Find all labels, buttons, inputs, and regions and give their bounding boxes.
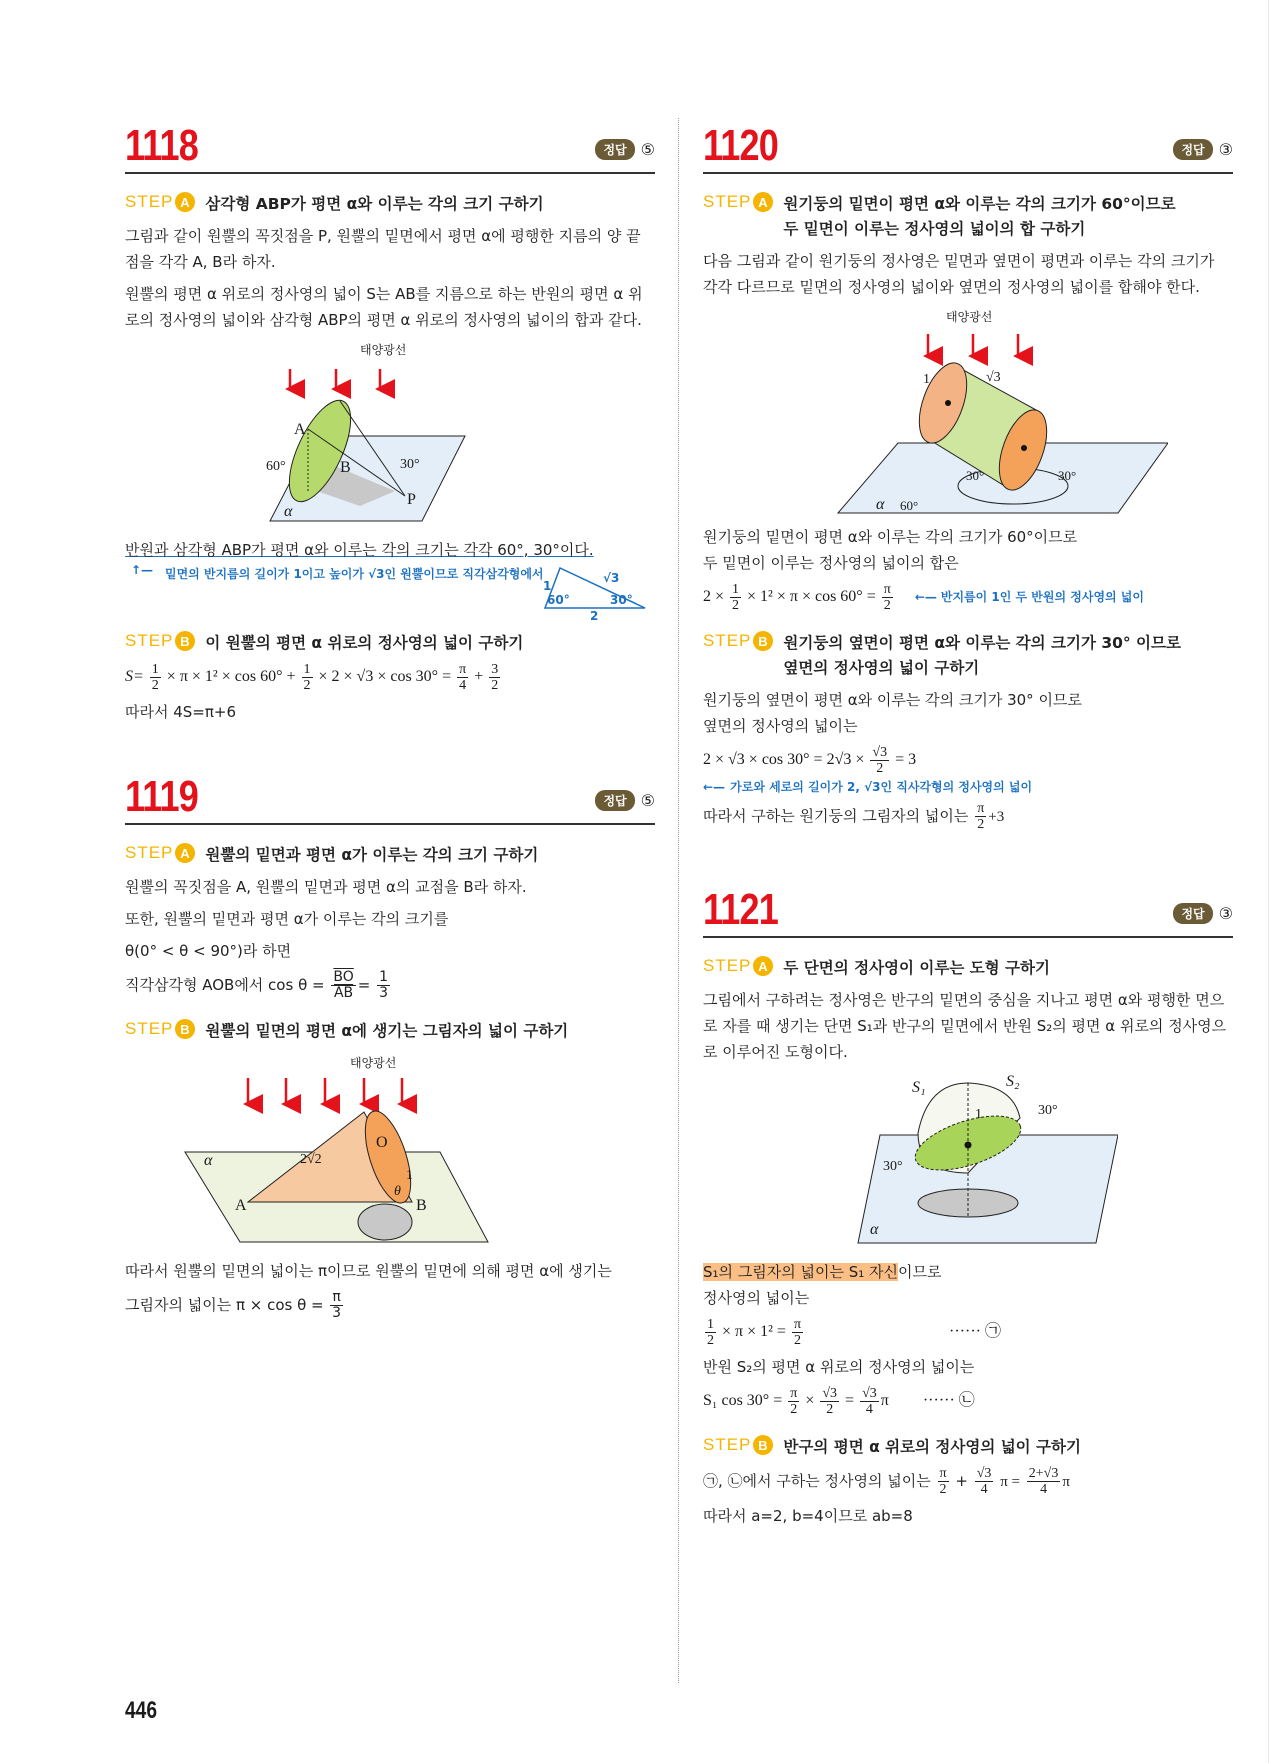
problem-number: 1118 xyxy=(125,121,199,170)
paragraph: 원뿔의 평면 α 위로의 정사영의 넓이 S는 AB를 지름으로 하는 반원의 평면 α 위로의 정사영의 넓이와 삼각형 ABP의 평면 α 위로의 정사영의 넓이의 합과 같다. xyxy=(125,285,643,329)
step-letter-icon: A xyxy=(175,192,195,212)
cone-diagram-icon xyxy=(210,341,570,531)
step-tag xyxy=(703,631,773,651)
problem-header xyxy=(703,882,1233,938)
fraction xyxy=(730,582,741,613)
denominator: 2 xyxy=(491,678,499,693)
tri-angle-30: 30° xyxy=(610,593,633,607)
label-p: P xyxy=(407,491,416,508)
text: 이므로 xyxy=(898,1263,942,1281)
tilted-cone-figure xyxy=(180,1052,600,1252)
step-tag xyxy=(125,843,195,863)
step-tag xyxy=(703,1435,773,1455)
fraction xyxy=(330,1290,342,1321)
equation xyxy=(703,1386,1233,1417)
eq-term: 2 × √3 × cos 30° = 2√3 × xyxy=(703,751,865,769)
label-radius: 1 xyxy=(975,1107,982,1122)
label-alpha: α xyxy=(870,1221,879,1238)
label-alpha: α xyxy=(204,1152,213,1169)
numerator: π xyxy=(883,582,891,597)
numerator: √3 xyxy=(822,1386,838,1401)
numerator: 1 xyxy=(379,969,389,985)
eq-op: × xyxy=(805,1392,815,1410)
tri-side-sqrt3: √3 xyxy=(603,571,620,585)
fraction xyxy=(457,662,468,693)
step-tag xyxy=(125,192,195,212)
paragraph: 옆면의 정사영의 넓이는 xyxy=(703,717,858,735)
label-angle-30a: 30° xyxy=(966,468,985,483)
fraction xyxy=(792,1317,803,1348)
fraction xyxy=(882,582,893,613)
fraction xyxy=(705,1317,716,1348)
hemisphere-diagram-icon xyxy=(818,1073,1118,1253)
step-letter-icon: A xyxy=(753,192,773,212)
label-height: √3 xyxy=(986,370,1001,385)
step-letter-icon: A xyxy=(175,843,195,863)
result: 따라서 a=2, b=4이므로 ab=8 xyxy=(703,1507,913,1525)
step-title: 두 단면의 정사영이 이루는 도형 구하기 xyxy=(783,959,1050,977)
eq-pi: π xyxy=(880,1392,889,1410)
fraction xyxy=(788,1386,799,1417)
fraction xyxy=(150,662,161,693)
numerator: $\overline{BO}$ xyxy=(333,969,354,985)
tri-angle-60: 60° xyxy=(547,593,570,607)
answer-value: ③ xyxy=(1218,140,1233,159)
problem-1120 xyxy=(703,118,1233,832)
eq-term: × π × 1² = xyxy=(722,1323,786,1341)
numerator: 2+√3 xyxy=(1028,1466,1059,1481)
step-title xyxy=(783,192,1175,242)
cone-figure xyxy=(210,341,570,531)
answer-value: ③ xyxy=(1218,904,1233,923)
note-text: 반지름이 1인 두 반원의 정사영의 넓이 xyxy=(940,590,1144,605)
step-b xyxy=(703,631,1233,681)
equation-mark: ······ ㉡ xyxy=(922,1392,975,1410)
label-angle-30a: 30° xyxy=(1038,1103,1058,1118)
step-label: STEP xyxy=(125,1019,174,1038)
equation xyxy=(703,745,1233,776)
paragraph: 그림에서 구하려는 정사영은 반구의 밑면의 중심을 지나고 평면 α와 평행한 면으로 자를 때 생기는 단면 S₁과 반구의 밑면에서 반원 S₂의 평면 α 위로의 정사영으로 이루어진 도형이다. xyxy=(703,991,1227,1061)
equation: 직각삼각형 AOB에서 cos θ = $\frac{\overline{BO}}{AB}$ = $\frac{1}{3}$ xyxy=(125,969,389,1001)
step-b xyxy=(703,1435,1233,1460)
label-length: 2√2 xyxy=(300,1152,322,1167)
numerator: 1 xyxy=(707,1317,714,1332)
answer-badge: 정답 xyxy=(595,139,634,160)
sunlight-label: 태양광선 xyxy=(350,1056,397,1070)
numerator: π xyxy=(332,1289,341,1305)
denominator: 2 xyxy=(707,1333,714,1348)
eq-term: × π × 1² × cos 60° + xyxy=(166,668,296,686)
fraction xyxy=(870,745,889,776)
note-arrow-icon: ↑— xyxy=(131,563,154,577)
denominator: 4 xyxy=(1040,1482,1048,1497)
step-b xyxy=(125,631,655,656)
step-label: STEP xyxy=(703,956,752,975)
equation-mark: ······ ㉠ xyxy=(949,1323,1002,1341)
step-letter-icon: B xyxy=(175,1019,195,1039)
step-letter-icon: A xyxy=(753,956,773,976)
label-radius: 1 xyxy=(923,372,930,387)
step-tag xyxy=(125,631,195,651)
numerator: √3 xyxy=(862,1386,877,1401)
note-block xyxy=(125,563,655,623)
eq-prefix: 직각삼각형 AOB에서 cos θ = xyxy=(125,976,325,994)
denominator: AB xyxy=(333,985,354,1001)
fraction xyxy=(938,1466,949,1497)
fraction xyxy=(331,970,355,1001)
label-b: B xyxy=(416,1197,427,1214)
eq-op: π = xyxy=(1000,1474,1020,1490)
paragraph: 따라서 원뿔의 밑면의 넓이는 π이므로 원뿔의 밑면에 의해 평면 α에 생기는 xyxy=(125,1262,612,1280)
step-title-line: 원기둥의 옆면이 평면 α와 이루는 각의 크기가 30° 이므로 xyxy=(783,634,1181,652)
note-arrow-icon: ←— xyxy=(703,780,726,794)
answer xyxy=(595,139,655,160)
equation xyxy=(703,582,1233,613)
label-a: A xyxy=(294,421,306,438)
step-b xyxy=(125,1019,655,1044)
answer-value: ⑤ xyxy=(640,791,655,810)
fraction xyxy=(820,1386,839,1417)
fraction xyxy=(975,1466,994,1497)
step-letter-icon: B xyxy=(175,631,195,651)
numerator: √3 xyxy=(872,745,888,760)
step-label: STEP xyxy=(703,192,752,211)
sunlight-label: 태양광선 xyxy=(946,310,993,324)
fraction xyxy=(1027,1466,1061,1497)
paragraph: 원뿔의 꼭짓점을 A, 원뿔의 밑면과 평면 α의 교점을 B라 하자. xyxy=(125,878,527,896)
eq-op: + xyxy=(955,1472,968,1490)
note-block xyxy=(703,776,1233,795)
label-radius: 1 xyxy=(406,1168,413,1183)
denominator: 2 xyxy=(977,817,985,832)
numerator: π xyxy=(977,801,985,816)
denominator: 2 xyxy=(826,1402,834,1417)
eq-term: 2 × xyxy=(703,588,725,606)
step-title: 원뿔의 밑면과 평면 α가 이루는 각의 크기 구하기 xyxy=(205,846,539,864)
step-tag xyxy=(703,956,773,976)
eq-prefix: ㉠, ㉡에서 구하는 정사영의 넓이는 xyxy=(703,1472,931,1490)
label-s1: S₁ xyxy=(912,1079,926,1096)
conclusion: 반원과 삼각형 ABP가 평면 α와 이루는 각의 크기는 각각 60°, 30°이다. xyxy=(125,541,594,559)
paragraph: 다음 그림과 같이 원기둥의 정사영은 밑면과 옆면이 평면과 이루는 각의 크기가 각각 다르므로 밑면의 정사영의 넓이와 옆면의 정사영의 넓이를 합해야 한다. xyxy=(703,252,1215,296)
tilted-cone-diagram-icon xyxy=(180,1052,600,1252)
eq-term: × 2 × √3 × cos 30° = xyxy=(318,668,452,686)
answer xyxy=(1173,139,1233,160)
step-a xyxy=(125,192,655,217)
left-column xyxy=(125,118,655,1321)
tri-side-1: 1 xyxy=(543,579,552,593)
page-gutter-line xyxy=(1268,0,1269,1763)
step-letter-icon: B xyxy=(753,631,773,651)
highlight-line xyxy=(703,1259,1233,1285)
numerator: 1 xyxy=(303,662,311,677)
label-s2: S₂ xyxy=(1006,1073,1020,1090)
highlighted-text: S₁의 그림자의 넓이는 S₁ 자신 xyxy=(703,1263,899,1281)
eq-prefix: 그림자의 넓이는 π × cos θ = xyxy=(125,1296,324,1314)
numerator: 1 xyxy=(732,582,740,597)
step-title-line: 두 밑면이 이루는 정사영의 넓이의 합 구하기 xyxy=(783,220,1086,238)
equation xyxy=(703,1466,1233,1497)
problem-header xyxy=(125,118,655,174)
page-number: 446 xyxy=(125,1697,158,1724)
equation xyxy=(125,1290,655,1321)
label-o: O xyxy=(376,1134,388,1151)
paragraph: 정사영의 넓이는 xyxy=(703,1289,810,1307)
problem-1119 xyxy=(125,769,655,1321)
step-title-line: 원기둥의 밑면이 평면 α와 이루는 각의 크기가 60°이므로 xyxy=(783,195,1176,213)
paragraph: 원기둥의 밑면이 평면 α와 이루는 각의 크기가 60°이므로 xyxy=(703,528,1078,546)
label-alpha: α xyxy=(876,496,885,513)
numerator: π xyxy=(793,1317,802,1332)
tri-base: 2 xyxy=(590,609,599,623)
label-b: B xyxy=(340,459,351,476)
step-a xyxy=(125,843,655,868)
sunlight-label: 태양광선 xyxy=(360,343,407,357)
denominator: 2 xyxy=(883,598,891,613)
denominator: 3 xyxy=(379,985,389,1001)
denominator: 2 xyxy=(876,761,884,776)
result xyxy=(703,801,1233,832)
answer xyxy=(1173,903,1233,924)
eq-op: = xyxy=(845,1392,855,1410)
fraction xyxy=(377,970,390,1001)
fraction xyxy=(302,662,313,693)
fraction xyxy=(975,801,986,832)
step-label: STEP xyxy=(125,843,174,862)
label-alpha: α xyxy=(284,503,293,520)
label-angle-30b: 30° xyxy=(1058,468,1077,483)
eq-lhs: S= xyxy=(125,668,144,686)
numerator: π xyxy=(939,1466,947,1481)
label-angle-30b: 30° xyxy=(883,1159,903,1174)
problem-1118 xyxy=(125,118,655,725)
hemisphere-figure xyxy=(818,1073,1118,1253)
label-angle-60: 60° xyxy=(900,498,919,513)
paragraph: 또한, 원뿔의 밑면과 평면 α가 이루는 각의 크기를 xyxy=(125,910,449,928)
denominator: 4 xyxy=(865,1402,873,1417)
step-title-line: 옆면의 정사영의 넓이 구하기 xyxy=(783,659,980,677)
answer-badge: 정답 xyxy=(595,790,634,811)
step-title: 이 원뿔의 평면 α 위로의 정사영의 넓이 구하기 xyxy=(205,634,524,652)
answer-badge: 정답 xyxy=(1173,139,1212,160)
problem-header xyxy=(125,769,655,825)
numerator: π xyxy=(790,1386,798,1401)
result: 따라서 4S=π+6 xyxy=(125,703,237,721)
denominator: 4 xyxy=(459,678,467,693)
step-title: 원뿔의 밑면의 평면 α에 생기는 그림자의 넓이 구하기 xyxy=(205,1022,569,1040)
numerator: √3 xyxy=(976,1466,992,1481)
eq-plus: + xyxy=(474,668,484,686)
paragraph: 두 밑면이 이루는 정사영의 넓이의 합은 xyxy=(703,554,959,572)
step-tag xyxy=(703,192,773,212)
step-label: STEP xyxy=(125,631,174,650)
numerator: 3 xyxy=(491,662,499,677)
note-arrow-icon: ←— xyxy=(914,590,937,605)
fraction xyxy=(489,662,500,693)
denominator: 2 xyxy=(732,598,740,613)
step-title: 반구의 평면 α 위로의 정사영의 넓이 구하기 xyxy=(783,1438,1081,1456)
note-text: 가로와 세로의 길이가 2, √3인 직사각형의 정사영의 넓이 xyxy=(730,780,1033,794)
equation xyxy=(125,662,655,693)
step-label: STEP xyxy=(703,1435,752,1454)
step-letter-icon: B xyxy=(753,1435,773,1455)
answer-badge: 정답 xyxy=(1173,903,1212,924)
problem-number: 1120 xyxy=(703,121,779,170)
fraction xyxy=(860,1386,879,1417)
eq-result: = 3 xyxy=(895,751,917,769)
denominator: 3 xyxy=(332,1305,342,1321)
paragraph: 반원 S₂의 평면 α 위로의 정사영의 넓이는 xyxy=(703,1358,975,1376)
step-label: STEP xyxy=(703,631,752,650)
eq-term: × 1² × π × cos 60° = xyxy=(747,588,876,606)
column-divider xyxy=(678,118,679,1683)
answer xyxy=(595,790,655,811)
step-title: 삼각형 ABP가 평면 α와 이루는 각의 크기 구하기 xyxy=(205,195,544,213)
label-angle-30: 30° xyxy=(400,457,420,472)
problem-number: 1121 xyxy=(703,885,779,934)
result-suffix: +3 xyxy=(988,809,1005,825)
eq-pi: π xyxy=(1062,1474,1070,1490)
answer-value: ⑤ xyxy=(640,140,655,159)
denominator: 2 xyxy=(790,1402,798,1417)
denominator: 2 xyxy=(939,1482,947,1497)
equation xyxy=(703,1317,1233,1348)
label-angle-60: 60° xyxy=(266,459,286,474)
paragraph: 원기둥의 옆면이 평면 α와 이루는 각의 크기가 30° 이므로 xyxy=(703,691,1082,709)
eq-term: S₁ cos 30° = xyxy=(703,1392,783,1410)
denominator: 4 xyxy=(980,1482,988,1497)
step-a xyxy=(703,192,1233,242)
cylinder-figure xyxy=(768,308,1168,518)
denominator: 2 xyxy=(151,678,159,693)
denominator: 2 xyxy=(793,1333,801,1348)
note-text: 밑면의 반지름의 길이가 1이고 높이가 √3인 원뿔이므로 직각삼각형에서 xyxy=(165,567,544,581)
step-title xyxy=(783,631,1181,681)
problem-1121 xyxy=(703,882,1233,1529)
denominator: 2 xyxy=(303,678,311,693)
paragraph: 그림과 같이 원뿔의 꼭짓점을 P, 원뿔의 밑면에서 평면 α에 평행한 지름의 양 끝점을 각각 A, B라 하자. xyxy=(125,227,641,271)
right-column xyxy=(703,118,1233,1529)
numerator: 1 xyxy=(151,662,159,677)
numerator: π xyxy=(459,662,467,677)
result-prefix: 따라서 구하는 원기둥의 그림자의 넓이는 xyxy=(703,807,969,825)
paragraph: θ(0° < θ < 90°)라 하면 xyxy=(125,942,292,960)
step-a xyxy=(703,956,1233,981)
cylinder-diagram-icon xyxy=(768,308,1168,518)
problem-header xyxy=(703,118,1233,174)
label-a: A xyxy=(235,1197,247,1214)
step-label: STEP xyxy=(125,192,174,211)
step-tag xyxy=(125,1019,195,1039)
problem-number: 1119 xyxy=(125,772,199,821)
label-theta: θ xyxy=(394,1184,401,1199)
